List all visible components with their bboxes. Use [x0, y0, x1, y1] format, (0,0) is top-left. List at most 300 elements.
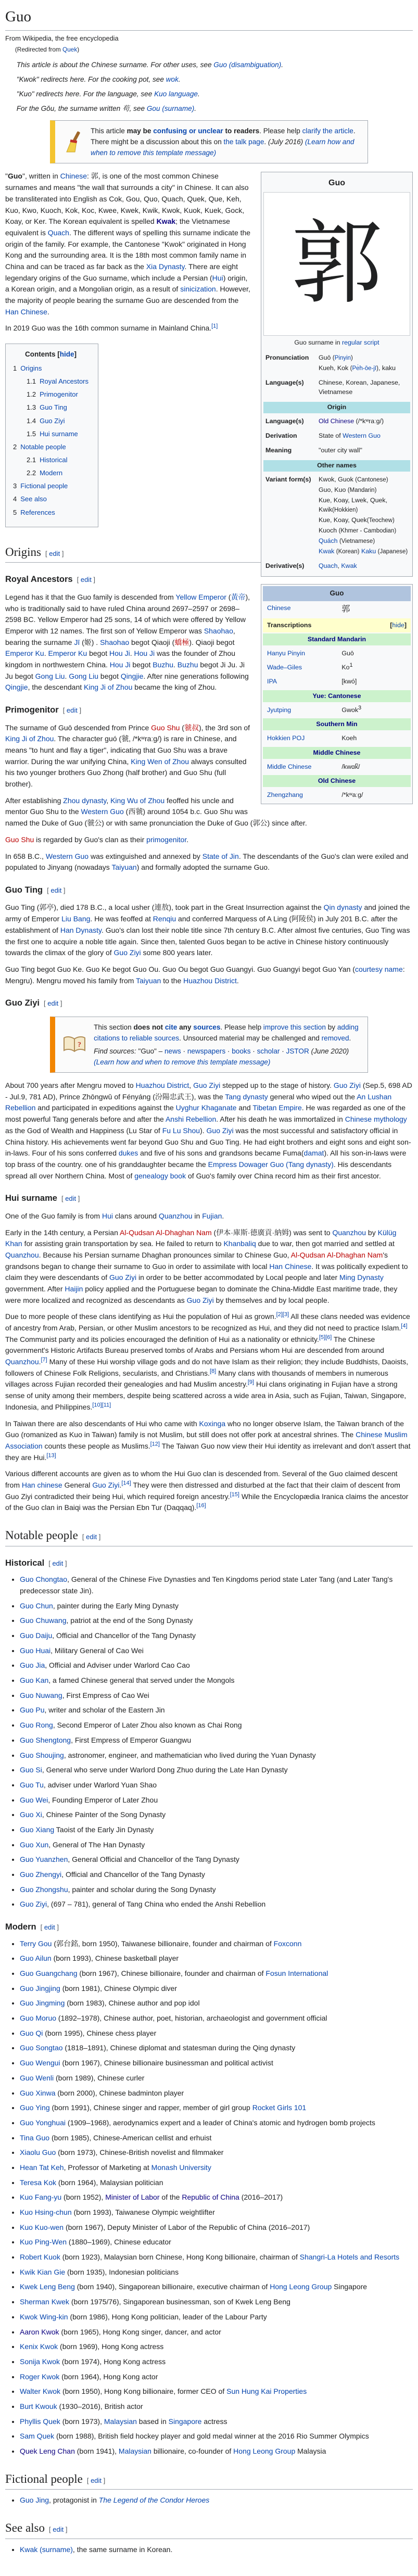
small-text: (Cantonese)	[355, 477, 388, 484]
link[interactable]: Chinese mythology	[345, 1115, 407, 1124]
reference-link[interactable]: [10]	[92, 1402, 102, 1408]
link[interactable]: Quách	[319, 537, 338, 544]
link[interactable]: JSTOR	[286, 1047, 309, 1055]
link[interactable]: Guo Qi	[20, 2028, 43, 2037]
paragraph: Various different accounts are given as to whom the Hui Guo clan is descended from. Several of the Guo claimed descent from Han chinese General Guo Ziyi.[14] They were then distressed and disturbed at the fact that their claim of descent from Guo Ziyi contradicted their being Hui, which required foreign ancestry.[15] While the Encyclopædia Iranica claims the ancestor of the Guo clan in Baiqi was the Persian Ebn Tur (Daqqaq).[16]	[5, 1469, 409, 1512]
link[interactable]: Sun Hung Kai Properties	[226, 2387, 307, 2396]
link[interactable]: Guo Pu	[20, 1706, 45, 1715]
link[interactable]: Kuo Hsing-chun	[20, 2208, 72, 2216]
toc-link[interactable]: Origins	[20, 364, 42, 373]
link[interactable]: Jyutping	[267, 706, 292, 714]
paragraph: After establishing Zhou dynasty, King Wu of Zhou feoffed his uncle and mentor Guo Shu to the Western Guo (西虢) around 1054 b.c. Guo Shu was named the Duke of Guo (虢公) or with same pronunciation the Duke of Guo (郭公) since after.	[5, 796, 307, 828]
link[interactable]: Guo Ziyi	[206, 1126, 234, 1135]
cleanup-message-box	[5, 120, 413, 163]
reference-link[interactable]: [2]	[276, 1311, 283, 1318]
link[interactable]: confusing or unclear	[153, 127, 223, 135]
reference	[248, 1379, 254, 1386]
edit-section: [ edit ]	[77, 576, 96, 584]
section-heading	[5, 1526, 413, 1546]
link[interactable]: Kwak (surname)	[20, 2545, 73, 2554]
link[interactable]: Guo Daiju	[20, 1631, 53, 1640]
link[interactable]: primogenitor	[146, 835, 187, 844]
small-text: (	[350, 365, 352, 372]
reference-link[interactable]: [15]	[230, 1491, 239, 1498]
edit-link[interactable]: edit	[52, 1559, 64, 1567]
link[interactable]: news	[164, 1047, 181, 1055]
link[interactable]: Guo Tu	[20, 1780, 44, 1789]
link[interactable]: Guo Shoujing	[20, 1750, 64, 1759]
link[interactable]: Xia Dynasty	[146, 262, 185, 271]
link[interactable]: Burt Kwouk	[20, 2402, 57, 2410]
link[interactable]: Guo Ziyi	[92, 1480, 120, 1489]
link[interactable]: Terry Gou	[20, 1939, 52, 1948]
link[interactable]: Guo Ying	[20, 2103, 50, 2112]
toc-item[interactable]	[13, 429, 88, 439]
value-line: Guo, Kuo (Mandarin)	[319, 486, 377, 493]
link[interactable]: genealogy book	[134, 1171, 186, 1180]
section-heading	[5, 884, 413, 897]
link[interactable]: Old Chinese	[319, 417, 354, 425]
section-heading	[5, 2470, 413, 2490]
link[interactable]: Foxconn	[273, 1939, 302, 1948]
link[interactable]: Guo Shu	[151, 723, 180, 732]
link[interactable]: Western Guo	[45, 852, 89, 860]
link[interactable]: adding citations to reliable sources	[94, 1023, 359, 1042]
link[interactable]: Guo Rong	[20, 1721, 53, 1730]
bold-text: may be	[126, 127, 154, 135]
toc-item[interactable]	[13, 402, 88, 413]
link[interactable]: Haijin	[65, 1284, 83, 1293]
link[interactable]: Kwak	[319, 547, 335, 555]
reference-link[interactable]: [5]	[319, 1334, 326, 1341]
infobox-title: Guo	[328, 179, 345, 188]
link[interactable]: Han Dynasty	[60, 925, 102, 934]
link[interactable]: courtesy name	[354, 965, 403, 973]
link[interactable]: Hou Ji	[134, 649, 155, 658]
toc-list	[13, 363, 88, 518]
infobox-row-label: Derivation	[265, 432, 297, 440]
link[interactable]: Republic of China	[182, 2193, 239, 2202]
link[interactable]: Aaron Kwok	[20, 2327, 59, 2336]
infobox2-row-label	[267, 649, 341, 658]
link[interactable]: Huazhou District	[135, 1081, 189, 1090]
transcription-subheader: Middle Chinese	[263, 747, 411, 759]
section-title: Historical	[5, 1558, 45, 1568]
hide-link[interactable]: hide	[392, 621, 404, 629]
toc-number: 2.2	[27, 469, 36, 477]
link[interactable]: cite	[164, 1023, 178, 1031]
link[interactable]: Pinyin	[334, 355, 351, 362]
transcription-subheader: Standard Mandarin	[263, 633, 411, 645]
link[interactable]: Han chinese	[21, 1480, 62, 1489]
link[interactable]: Shangri-La Hotels and Resorts	[299, 2253, 400, 2262]
link[interactable]: Khanbaliq	[223, 1239, 256, 1248]
link[interactable]: Guo Jingming	[20, 1999, 65, 2008]
reference-link[interactable]: [14]	[121, 1480, 131, 1487]
link[interactable]: books	[232, 1047, 251, 1055]
link[interactable]: Kuo Ping-Wen	[20, 2238, 67, 2247]
link[interactable]: Guo Xi	[20, 1810, 42, 1819]
link[interactable]: Guo Jingjing	[20, 1984, 60, 1993]
link[interactable]: damat	[303, 1149, 324, 1158]
toc-link[interactable]: Royal Ancestors	[40, 377, 89, 386]
link[interactable]: Guo Ziyi	[193, 1081, 221, 1090]
link[interactable]: Hokkien POJ	[267, 734, 305, 742]
link[interactable]: Quach	[47, 228, 69, 237]
link[interactable]: Guo Xun	[20, 1840, 49, 1849]
link[interactable]: Robert Kuok	[20, 2253, 60, 2262]
link[interactable]: State of Jin	[202, 852, 239, 860]
link[interactable]: Fosun International	[265, 1969, 328, 1977]
edit-link[interactable]: edit	[91, 2476, 102, 2484]
section-heading	[5, 2519, 413, 2539]
link[interactable]: Guo Kan	[20, 1676, 49, 1685]
value-line: Chinese, Korean, Japanese, Vietnamese	[319, 379, 400, 396]
link[interactable]: Kaku	[361, 547, 376, 555]
link[interactable]: Kwok Wing-kin	[20, 2312, 68, 2321]
link[interactable]: Guo Si	[20, 1766, 42, 1774]
link[interactable]: clarify the article	[302, 127, 353, 135]
reference-link[interactable]: [8]	[209, 1368, 217, 1375]
link[interactable]: 蟜極	[174, 638, 189, 646]
link[interactable]: Gou (surname)	[146, 105, 195, 113]
reference	[46, 1452, 56, 1458]
toc-link[interactable]: Primogenitor	[40, 390, 78, 399]
list-item: • Guo Qi (born 1995), Chinese chess player	[20, 2028, 413, 2039]
link[interactable]: Shaohao	[204, 626, 233, 635]
link[interactable]: Guo Chun	[20, 1601, 53, 1610]
link[interactable]: Rocket Girls 101	[252, 2103, 307, 2112]
link[interactable]: Al-Qudsan Al-Dhaghan Nam	[119, 1228, 212, 1237]
link[interactable]: Guo Wengui	[20, 2059, 60, 2067]
link[interactable]: 虢叔	[184, 723, 199, 732]
link[interactable]: Tibetan Empire	[252, 1103, 302, 1112]
infobox-section-header: Other names	[263, 460, 410, 472]
reference-link[interactable]: [7]	[41, 1356, 47, 1363]
link[interactable]: Guo Chongtao	[20, 1575, 68, 1584]
link[interactable]: Sam Quek	[20, 2432, 55, 2441]
edit-link[interactable]: edit	[50, 886, 62, 894]
link[interactable]: Guo Yonghuai	[20, 2118, 66, 2127]
link[interactable]: Kuo Fang-yu	[20, 2193, 62, 2202]
link[interactable]: Emperor Ku	[5, 649, 44, 658]
reference-link[interactable]: [4]	[401, 1323, 408, 1329]
link[interactable]: Buzhu	[177, 661, 198, 669]
link[interactable]: (Learn how and when to remove this template message)	[91, 138, 354, 157]
link[interactable]: Quanzhou	[5, 1250, 39, 1259]
link[interactable]: Guo Wenli	[20, 2073, 54, 2082]
link[interactable]: Hou Ji	[109, 661, 131, 669]
link[interactable]: Guo Ziyi	[109, 1273, 137, 1282]
link[interactable]: Jī	[74, 638, 80, 646]
hatnote: "Kuo" redirects here. For the language, see Kuo language.	[16, 90, 200, 98]
toc-item[interactable]	[13, 376, 88, 387]
link[interactable]: The Legend of the Condor Heroes	[98, 2496, 210, 2505]
edit-link[interactable]: edit	[86, 1533, 97, 1541]
link[interactable]: Tina Guo	[20, 2133, 50, 2142]
link[interactable]: King Wen of Zhou	[131, 757, 189, 766]
list-item: • Terry Gou (郭台銘, born 1950), Taiwanese billionaire, founder and chairman of Foxconn	[20, 1938, 413, 1950]
link[interactable]: Quanzhou	[332, 1228, 366, 1237]
link[interactable]: Sonija Kwok	[20, 2357, 60, 2366]
link[interactable]: wok	[166, 75, 179, 84]
link[interactable]: Malaysian	[118, 2447, 151, 2455]
toc-item[interactable]	[13, 363, 88, 374]
toc-item[interactable]	[13, 494, 88, 504]
infobox2-row	[263, 646, 411, 661]
reference-link[interactable]: [12]	[150, 1441, 160, 1448]
link[interactable]: Kenix Kwok	[20, 2342, 58, 2351]
link[interactable]: Renqiu	[153, 915, 176, 923]
list-item: • Teresa Kok (born 1964), Malaysian politician	[20, 2177, 413, 2189]
surname-infobox	[261, 172, 413, 576]
link[interactable]: Emperor Ku	[48, 649, 87, 658]
toc-item[interactable]	[13, 468, 88, 478]
link[interactable]: Qingjie	[120, 671, 144, 680]
toc-link[interactable]: Guo Ting	[40, 403, 67, 412]
link[interactable]: sources	[193, 1023, 221, 1031]
link[interactable]: improve this section	[263, 1023, 326, 1031]
link[interactable]: Guo Ziyi	[20, 1900, 47, 1909]
link[interactable]: Shaohao	[100, 638, 130, 646]
reference-link[interactable]: [16]	[196, 1502, 206, 1509]
link[interactable]: Malaysian	[104, 2417, 137, 2426]
redirect-link[interactable]: Quek	[62, 45, 78, 53]
link[interactable]: Guo Zhengyi	[20, 1870, 62, 1879]
infobox2-title: Guo	[263, 586, 411, 601]
link[interactable]: Hong Leong Group	[270, 2282, 332, 2291]
infobox-row	[263, 376, 410, 400]
infobox-row	[263, 415, 410, 429]
link[interactable]: Guo Xinwa	[20, 2088, 56, 2097]
edit-link[interactable]: edit	[47, 999, 59, 1008]
link[interactable]: Teresa Kok	[20, 2178, 57, 2187]
link[interactable]: Tang dynasty	[225, 1092, 268, 1101]
link[interactable]: An Lushan Rebellion	[5, 1092, 392, 1112]
toc-item[interactable]	[13, 507, 88, 518]
link[interactable]: Anshi Rebellion	[165, 1115, 217, 1124]
reference-link[interactable]: [11]	[102, 1402, 111, 1408]
link[interactable]: King Wu of Zhou	[110, 796, 165, 805]
link[interactable]: Quek Leng Chan	[20, 2447, 75, 2455]
link[interactable]: Kwik Kian Gie	[20, 2267, 66, 2276]
reference-link[interactable]: [9]	[247, 1379, 255, 1386]
link[interactable]: Quanzhou	[158, 1211, 193, 1220]
link[interactable]: Uyghur Khaganate	[175, 1103, 237, 1112]
link[interactable]: Külüg Khan	[5, 1228, 397, 1248]
link[interactable]: the talk page	[223, 138, 264, 146]
link[interactable]: Guo Jia	[20, 1661, 45, 1670]
link[interactable]: Hui	[102, 1211, 113, 1220]
edit-link[interactable]: edit	[49, 549, 60, 557]
page-title: Guo	[5, 5, 413, 31]
toc-item[interactable]	[13, 442, 88, 452]
link[interactable]: scholar	[257, 1047, 280, 1055]
list-item: • Guo Wengui (born 1967), Chinese billionaire businessman and political activist	[20, 2058, 413, 2069]
cleanup-article-box	[50, 120, 368, 163]
link[interactable]: Han Chinese	[5, 307, 47, 316]
link[interactable]: Guo Xiang	[20, 1825, 55, 1834]
link[interactable]: Chinese Muslim Association	[5, 1430, 408, 1450]
toc-title: Contents	[24, 350, 56, 359]
link[interactable]: Qin dynasty	[323, 903, 362, 912]
link[interactable]: Hong Leong Group	[233, 2447, 296, 2455]
toc-link[interactable]: Modern	[40, 469, 63, 477]
link[interactable]: Yellow Emperor	[175, 592, 226, 601]
list-item: • Phyllis Quek (born 1973), Malaysian based in Singapore actress	[20, 2416, 413, 2428]
link[interactable]: Guo Moruo	[20, 2014, 57, 2023]
link[interactable]: Western Guo	[81, 807, 124, 816]
toc-item[interactable]	[13, 455, 88, 465]
link[interactable]: regular script	[341, 339, 379, 347]
link[interactable]: Middle Chinese	[267, 763, 312, 770]
link[interactable]: Phyllis Quek	[20, 2417, 60, 2426]
toc-item[interactable]	[13, 416, 88, 426]
link[interactable]: Hui	[212, 273, 223, 282]
link[interactable]: Kwek Leng Beng	[20, 2282, 75, 2291]
bold-text: to readers	[223, 127, 260, 135]
link[interactable]: Guo Chuwang	[20, 1616, 67, 1625]
link[interactable]: Guo Guangchang	[20, 1969, 78, 1977]
link[interactable]: Koxinga	[199, 1419, 226, 1428]
link[interactable]: Minister of Labor	[105, 2193, 160, 2202]
bold-text: Guo	[7, 172, 22, 181]
reference-link[interactable]: [1]	[211, 323, 218, 329]
link[interactable]: Wade–Giles	[267, 664, 302, 671]
link[interactable]: Guo Songtao	[20, 2044, 63, 2052]
infobox2-row	[263, 703, 411, 717]
link[interactable]: Guo (disambiguation)	[213, 61, 282, 69]
link[interactable]: King Ji of Zhou	[5, 734, 54, 743]
link[interactable]: Xiaolu Guo	[20, 2148, 56, 2157]
link[interactable]: Fu Lu Shou	[162, 1126, 200, 1135]
link[interactable]: Guo Ziyi	[186, 1296, 214, 1304]
link[interactable]: Guo Wei	[20, 1795, 48, 1804]
link[interactable]: Pe̍h-ōe-jī	[352, 365, 377, 372]
reference-link[interactable]: [13]	[46, 1452, 56, 1458]
toc-link[interactable]: References	[20, 508, 55, 516]
list-item: • Guo Jia, Official and Adviser under Warlord Cao Cao	[20, 1660, 413, 1671]
link[interactable]: Taiyuan	[136, 976, 161, 985]
link[interactable]: Kwak	[341, 562, 357, 569]
link[interactable]: Guo Shengtong	[20, 1735, 71, 1744]
link[interactable]: Singapore	[168, 2417, 202, 2426]
edit-link[interactable]: edit	[65, 1195, 77, 1203]
link[interactable]: Huazhou District	[183, 976, 237, 985]
link[interactable]: Zhou dynasty	[63, 796, 107, 805]
link[interactable]: Gong Liu	[35, 671, 65, 680]
toc-number: 3	[13, 482, 17, 490]
link[interactable]: Zhengzhang	[267, 791, 303, 799]
link[interactable]: Sherman Kwek	[20, 2298, 69, 2306]
link[interactable]: Taiyuan	[111, 863, 137, 872]
small-text: )	[351, 355, 353, 362]
link[interactable]: Western Guo	[343, 432, 381, 440]
value-line: Guō (Pinyin)	[319, 354, 353, 362]
link[interactable]: removed	[321, 1034, 349, 1042]
reference-link[interactable]: [3]	[282, 1311, 289, 1318]
link[interactable]: Al-Qudsan Al-Dhaghan Nam	[290, 1250, 383, 1259]
edit-link[interactable]: edit	[80, 576, 92, 584]
reference-link[interactable]: [6]	[325, 1334, 332, 1341]
link[interactable]: Guo Huai	[20, 1646, 51, 1655]
link[interactable]: IPA	[267, 678, 277, 686]
toc-link[interactable]: Notable people	[20, 442, 66, 451]
link[interactable]: (Learn how and when to remove this template message)	[94, 1058, 271, 1067]
toc-item[interactable]	[13, 389, 88, 400]
list-item: • Guo Jingjing (born 1981), Chinese Olympic diver	[20, 1983, 413, 1995]
link[interactable]: Guo Nuwang	[20, 1691, 62, 1699]
link[interactable]: Hean Tat Keh	[20, 2163, 64, 2172]
link[interactable]: newspapers	[187, 1047, 226, 1055]
edit-link[interactable]: edit	[44, 1923, 55, 1932]
link[interactable]: Roger Kwok	[20, 2372, 60, 2381]
infobox2-row	[263, 675, 411, 689]
link[interactable]: Guo Ziyi	[113, 948, 141, 957]
list-item: • Guo Ailun (born 1993), Chinese basketball player	[20, 1953, 413, 1964]
link[interactable]: Fujian	[202, 1211, 222, 1220]
toc-hide-link[interactable]: hide	[59, 350, 74, 359]
section-heading	[5, 997, 413, 1010]
link[interactable]: King Ji of Zhou	[84, 683, 133, 692]
list	[5, 1574, 413, 1910]
link[interactable]: Chinese	[267, 604, 291, 612]
link[interactable]: Buzhu	[153, 661, 173, 669]
link[interactable]: dukes	[118, 1149, 138, 1158]
link[interactable]: Guo Ziyi	[333, 1081, 361, 1090]
toc-link[interactable]: Fictional people	[20, 482, 68, 490]
link[interactable]: Guo Ailun	[20, 1954, 52, 1963]
link[interactable]: Guo Shu	[5, 835, 34, 844]
edit-link[interactable]: edit	[66, 706, 78, 715]
link[interactable]: Empress Dowager Guo (Tang dynasty)	[208, 1160, 334, 1169]
link[interactable]: Liu Bang	[61, 915, 91, 923]
link[interactable]: Ming Dynasty	[339, 1273, 384, 1282]
link[interactable]: Hou Ji	[109, 649, 130, 658]
link[interactable]: Han Chinese	[269, 1262, 312, 1271]
list-item: • Guo Songtao (1818–1891), Chinese diplomat and statesman during the Qing dynasty	[20, 2042, 413, 2054]
link[interactable]: Kwak	[156, 217, 176, 226]
link[interactable]: Monash University	[151, 2163, 211, 2172]
link[interactable]: Guo Zhongshu	[20, 1885, 68, 1894]
infobox-caption: Guo surname in regular script	[294, 339, 379, 347]
toc-link[interactable]: Historical	[40, 456, 68, 464]
toc-link[interactable]: Hui surname	[40, 429, 78, 438]
toc-link[interactable]: Guo Ziyi	[40, 416, 65, 425]
toc-link[interactable]: See also	[20, 495, 47, 503]
link[interactable]: Qingjie	[5, 683, 28, 692]
edit-link[interactable]: edit	[53, 2526, 64, 2534]
surname-glyph-image	[263, 192, 410, 336]
link[interactable]: Hanyu Pinyin	[267, 650, 306, 657]
link[interactable]: Guo Yuanzhen	[20, 1855, 68, 1864]
list	[5, 1938, 413, 2457]
link[interactable]: Kuo language	[154, 90, 198, 98]
list-item: • Guo Xinwa (born 2000), Chinese badminton player	[20, 2088, 413, 2099]
infobox-row-label: Language(s)	[265, 379, 304, 387]
link[interactable]: Guo Jing	[20, 2496, 49, 2505]
link[interactable]: Quach	[319, 562, 338, 569]
link[interactable]: Walter Kwok	[20, 2387, 61, 2396]
link[interactable]: sinicization	[180, 285, 216, 294]
link[interactable]: Gong Liu	[69, 671, 99, 680]
paragraph: "Guo", written in Chinese: 郭, is one of the most common Chinese surnames and means "the wall that surrounds a city" in Chinese. It can also be transliterated into English as Cok, Gou, Quo, Quach, Quek, Que, Keh, Kuo, Kwo, Kuoch, Kok, Koc, Kwee, Kwek, Kwik, Kwok, Kuok, Kuek, Gock, Koay, or Ker. The Korean equivalent is spelled Kwak; the Vietnamese equivalent is Quach. The different ways of spelling this surname indicate the origin of the family. For example, the Cantonese "Kwok" originated in Hong Kong and the surrounding area. It is the 18th most common family name in China and can be traced as far back as the Xia Dynasty. There are eight legendary origins of the Guo surname, which include a Persian (Hui) origin, a Korean origin, and a Mongolian origin, as a result of sinicization. However, the majority of people bearing the surname Guo are descended from the Han Chinese.	[5, 172, 251, 316]
link[interactable]: 黃帝	[231, 592, 246, 601]
toc-item[interactable]	[13, 481, 88, 491]
link[interactable]: Kuo Kuo-wen	[20, 2223, 64, 2231]
link[interactable]: Quanzhou	[5, 1357, 39, 1366]
link[interactable]: Chinese	[60, 172, 87, 181]
